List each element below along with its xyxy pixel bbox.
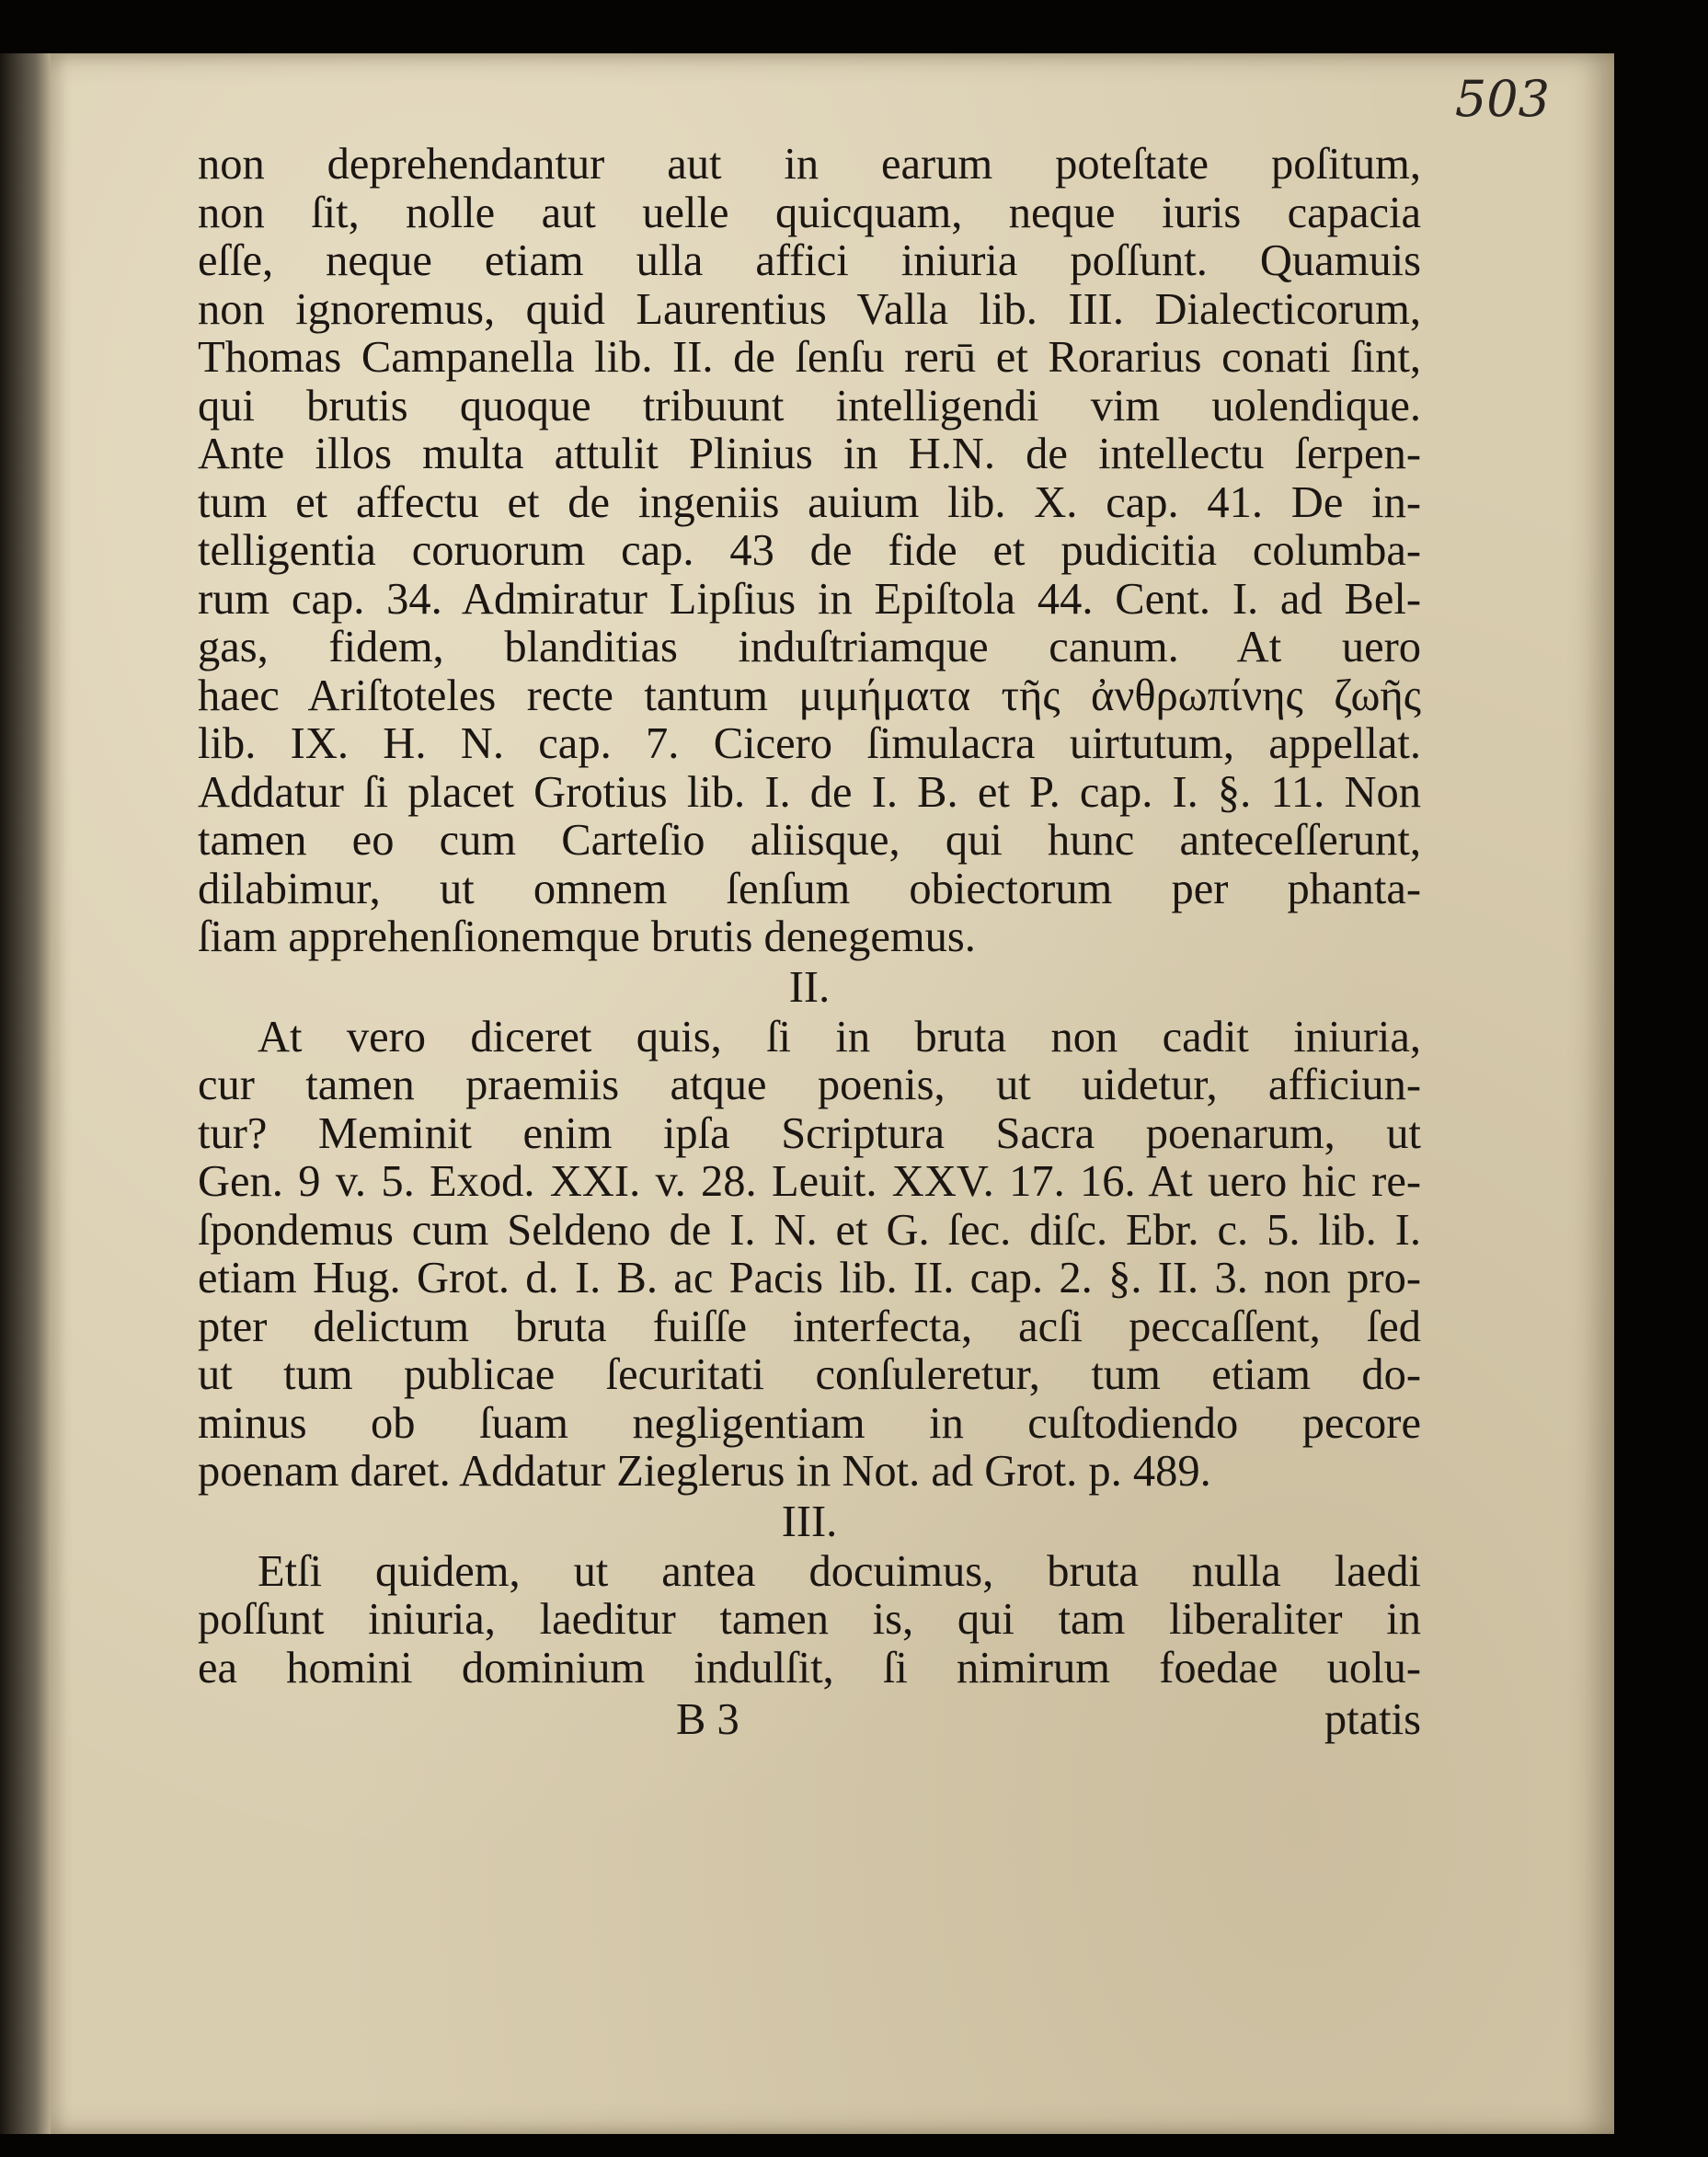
text-line: Addatur ſi placet Grotius lib. I. de I. B. et P. cap. I. §. 11. Non	[198, 767, 1421, 817]
text-line: telligentia coruorum cap. 43 de fide et pudicitia columba-	[198, 526, 1421, 575]
text-line: non ignoremus, quid Laurentius Valla lib. III. Dialecticorum,	[198, 284, 1421, 334]
text-line: haec Ariſtoteles recte tantum μιμήματα τῆς ἀνθρωπίνης ζωῆς	[198, 671, 1421, 720]
text-line: Thomas Campanella lib. II. de ſenſu rerū et Rorarius conati ſint,	[198, 333, 1421, 382]
text-line: eſſe, neque etiam ulla affici iniuria poſſunt. Quamuis	[198, 236, 1421, 285]
section-number: III.	[781, 1497, 838, 1546]
text-line: Ante illos multa attulit Plinius in H.N. de intellectu ſerpen-	[198, 430, 1421, 478]
text-line: Etſi quidem, ut antea docuimus, bruta nulla laedi	[258, 1546, 1421, 1596]
text-line: poenam daret. Addatur Zieglerus in Not. ad Grot. p. 489.	[198, 1447, 1211, 1496]
text-line: cur tamen praemiis atque poenis, ut uidetur, afficiun-	[198, 1061, 1421, 1109]
text-line: ſiam apprehenſionemque brutis denegemus.	[198, 912, 976, 961]
text-line: tur? Meminit enim ipſa Scriptura Sacra poenarum, ut	[198, 1108, 1421, 1158]
text-line: ſpondemus cum Seldeno de I. N. et G. ſec. diſc. Ebr. c. 5. lib. I.	[198, 1205, 1421, 1255]
catchword: ptatis	[1324, 1695, 1421, 1744]
text-line: dilabimur, ut omnem ſenſum obiectorum per phanta-	[198, 864, 1421, 913]
text-line: tamen eo cum Carteſio aliisque, qui hunc anteceſſerunt,	[198, 816, 1421, 865]
text-line: qui brutis quoque tribuunt intelligendi vim uolendique.	[198, 381, 1421, 430]
signature-mark: B 3	[676, 1695, 739, 1744]
text-line: non deprehendantur aut in earum poteſtate poſitum,	[198, 140, 1421, 189]
text-line: etiam Hug. Grot. d. I. B. ac Pacis lib. II. cap. 2. §. II. 3. non pro-	[198, 1254, 1421, 1302]
text-line: lib. IX. H. N. cap. 7. Cicero ſimulacra uirtutum, appellat.	[198, 719, 1421, 768]
page-footer	[198, 1692, 1421, 1748]
book-page	[51, 53, 1614, 2134]
text-line: tum et affectu et de ingeniis auium lib. X. cap. 41. De in-	[198, 477, 1421, 527]
text-line: non ſit, nolle aut uelle quicquam, neque iuris capacia	[198, 188, 1421, 237]
text-line: Gen. 9 v. 5. Exod. XXI. v. 28. Leuit. XXV. 17. 16. At uero hic re-	[198, 1157, 1421, 1206]
text-line: pter delictum bruta fuiſſe interfecta, acſi peccaſſent, ſed	[198, 1302, 1421, 1351]
text-line: poſſunt iniuria, laeditur tamen is, qui tam liberaliter in	[198, 1595, 1421, 1644]
text-block	[198, 141, 1421, 1748]
text-line: ut tum publicae ſecuritati conſuleretur, tum etiam do-	[198, 1350, 1421, 1399]
text-line: ea homini dominium indulſit, ſi nimirum foedae uolu-	[198, 1643, 1421, 1692]
text-line: gas, fidem, blanditias induſtriamque canum. At uero	[198, 623, 1421, 671]
section-number: II.	[788, 962, 831, 1012]
text-line: minus ob ſuam negligentiam in cuſtodiendo pecore	[198, 1398, 1421, 1448]
book-gutter	[0, 53, 51, 2134]
folio-number: 503	[1454, 70, 1550, 128]
text-line: rum cap. 34. Admiratur Lipſius in Epiſtola 44. Cent. I. ad Bel-	[198, 574, 1421, 624]
text-line: At vero diceret quis, ſi in bruta non cadit iniuria,	[258, 1012, 1421, 1061]
